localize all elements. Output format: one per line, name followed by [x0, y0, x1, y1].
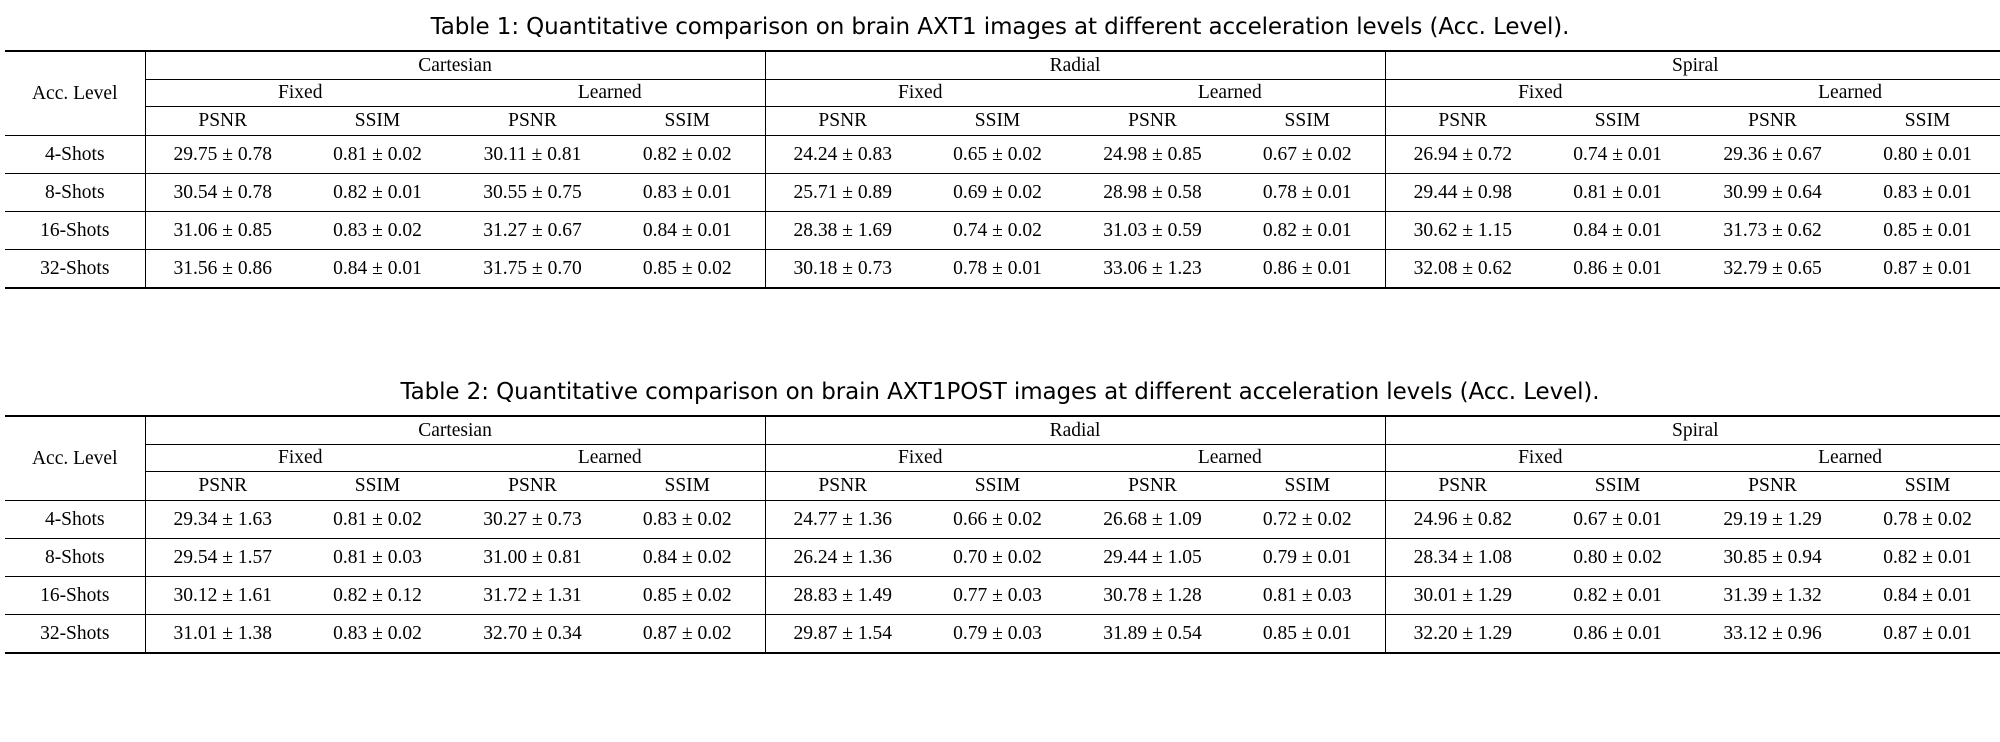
- data-cell: 28.38 ± 1.69: [765, 212, 920, 250]
- data-cell: 0.78 ± 0.01: [1230, 174, 1385, 212]
- data-cell: 0.87 ± 0.01: [1850, 250, 2000, 289]
- data-cell: 0.83 ± 0.01: [610, 174, 765, 212]
- data-cell: 30.18 ± 0.73: [765, 250, 920, 289]
- table-1-block: [5, 0, 1995, 289]
- data-cell: 0.81 ± 0.02: [300, 136, 455, 174]
- data-cell: 0.85 ± 0.01: [1230, 615, 1385, 654]
- data-cell: 29.87 ± 1.54: [765, 615, 920, 654]
- subgroup-header-fixed: Fixed: [1385, 80, 1695, 107]
- metric-header-ssim: SSIM: [664, 475, 711, 496]
- metric-header-ssim: SSIM: [974, 110, 1021, 131]
- data-cell: 30.27 ± 0.73: [455, 501, 610, 539]
- metric-header-ssim: SSIM: [1284, 110, 1331, 131]
- data-cell: 0.82 ± 0.12: [300, 577, 455, 615]
- data-cell: 0.82 ± 0.01: [300, 174, 455, 212]
- metric-header-psnr: PSNR: [145, 472, 300, 501]
- metric-header-psnr: PSNR: [1748, 475, 1797, 496]
- row-label: 16-Shots: [5, 212, 145, 250]
- data-cell: 0.79 ± 0.01: [1230, 539, 1385, 577]
- data-cell: 0.82 ± 0.02: [610, 136, 765, 174]
- data-cell: 28.83 ± 1.49: [765, 577, 920, 615]
- data-cell: 0.83 ± 0.02: [300, 615, 455, 654]
- row-label: 8-Shots: [5, 174, 145, 212]
- data-cell: 29.19 ± 1.29: [1695, 501, 1850, 539]
- corner-header-acc-level: Acc. Level: [5, 416, 145, 501]
- metric-header-psnr: PSNR: [765, 472, 920, 501]
- data-cell: 0.87 ± 0.01: [1850, 615, 2000, 654]
- data-cell: 32.08 ± 0.62: [1385, 250, 1540, 289]
- data-cell: 0.86 ± 0.01: [1540, 250, 1695, 289]
- data-cell: 0.84 ± 0.02: [610, 539, 765, 577]
- data-cell: 29.44 ± 0.98: [1385, 174, 1540, 212]
- data-cell: 31.00 ± 0.81: [455, 539, 610, 577]
- data-cell: 30.55 ± 0.75: [455, 174, 610, 212]
- data-cell: 0.83 ± 0.02: [610, 501, 765, 539]
- group-header-cartesian: Cartesian: [145, 416, 765, 445]
- group-header-radial: Radial: [765, 416, 1385, 445]
- data-cell: 29.44 ± 1.05: [1075, 539, 1230, 577]
- data-cell: 32.79 ± 0.65: [1695, 250, 1850, 289]
- table-row: [5, 51, 2000, 80]
- table-row: [5, 250, 2000, 289]
- data-cell: 31.56 ± 0.86: [145, 250, 300, 289]
- data-cell: 0.83 ± 0.02: [300, 212, 455, 250]
- data-cell: 0.82 ± 0.01: [1540, 577, 1695, 615]
- data-cell: 31.75 ± 0.70: [455, 250, 610, 289]
- row-label: 8-Shots: [5, 539, 145, 577]
- corner-header-acc-level: Acc. Level: [5, 51, 145, 136]
- data-cell: 30.85 ± 0.94: [1695, 539, 1850, 577]
- table-row: [5, 472, 2000, 501]
- subgroup-header-learned: Learned: [1695, 80, 2000, 107]
- table-row: [5, 501, 2000, 539]
- row-label: 16-Shots: [5, 577, 145, 615]
- group-header-spiral: Spiral: [1385, 416, 2000, 445]
- data-cell: 33.06 ± 1.23: [1075, 250, 1230, 289]
- data-cell: 0.72 ± 0.02: [1230, 501, 1385, 539]
- data-cell: 30.01 ± 1.29: [1385, 577, 1540, 615]
- table-row: [5, 445, 2000, 472]
- data-cell: 24.98 ± 0.85: [1075, 136, 1230, 174]
- data-cell: 0.74 ± 0.01: [1540, 136, 1695, 174]
- data-cell: 26.24 ± 1.36: [765, 539, 920, 577]
- data-cell: 0.67 ± 0.01: [1540, 501, 1695, 539]
- data-cell: 31.89 ± 0.54: [1075, 615, 1230, 654]
- subgroup-header-fixed: Fixed: [145, 445, 455, 472]
- metric-header-ssim: SSIM: [354, 475, 401, 496]
- data-cell: 0.74 ± 0.02: [920, 212, 1075, 250]
- data-cell: 28.34 ± 1.08: [1385, 539, 1540, 577]
- metric-header-ssim: SSIM: [1904, 110, 1951, 131]
- metric-header-psnr: PSNR: [1748, 110, 1797, 131]
- row-label: 4-Shots: [5, 136, 145, 174]
- data-cell: 0.78 ± 0.02: [1850, 501, 2000, 539]
- data-cell: 30.11 ± 0.81: [455, 136, 610, 174]
- data-cell: 0.81 ± 0.03: [300, 539, 455, 577]
- data-cell: 0.78 ± 0.01: [920, 250, 1075, 289]
- data-cell: 29.36 ± 0.67: [1695, 136, 1850, 174]
- data-cell: 0.86 ± 0.01: [1230, 250, 1385, 289]
- data-cell: 30.78 ± 1.28: [1075, 577, 1230, 615]
- table-row: [5, 539, 2000, 577]
- metric-header-psnr: PSNR: [765, 107, 920, 136]
- metric-header-ssim: SSIM: [1594, 110, 1641, 131]
- metric-header-psnr: PSNR: [1385, 107, 1540, 136]
- data-cell: 0.84 ± 0.01: [300, 250, 455, 289]
- subgroup-header-learned: Learned: [1075, 80, 1385, 107]
- metric-header-psnr: PSNR: [1128, 110, 1177, 131]
- data-cell: 0.82 ± 0.01: [1230, 212, 1385, 250]
- data-cell: 0.65 ± 0.02: [920, 136, 1075, 174]
- subgroup-header-learned: Learned: [455, 80, 765, 107]
- data-cell: 0.81 ± 0.01: [1540, 174, 1695, 212]
- data-cell: 31.73 ± 0.62: [1695, 212, 1850, 250]
- data-cell: 0.77 ± 0.03: [920, 577, 1075, 615]
- data-cell: 0.81 ± 0.02: [300, 501, 455, 539]
- metric-header-ssim: SSIM: [974, 475, 1021, 496]
- data-cell: 25.71 ± 0.89: [765, 174, 920, 212]
- table-row: [5, 174, 2000, 212]
- group-header-spiral: Spiral: [1385, 51, 2000, 80]
- group-header-radial: Radial: [765, 51, 1385, 80]
- data-cell: 26.94 ± 0.72: [1385, 136, 1540, 174]
- metric-header-psnr: PSNR: [1128, 475, 1177, 496]
- data-cell: 0.70 ± 0.02: [920, 539, 1075, 577]
- data-cell: 0.84 ± 0.01: [1850, 577, 2000, 615]
- data-cell: 0.86 ± 0.01: [1540, 615, 1695, 654]
- data-cell: 31.01 ± 1.38: [145, 615, 300, 654]
- table-row: [5, 212, 2000, 250]
- data-cell: 0.66 ± 0.02: [920, 501, 1075, 539]
- table-row: [5, 416, 2000, 445]
- data-cell: 29.54 ± 1.57: [145, 539, 300, 577]
- table-row: [5, 136, 2000, 174]
- table-row: [5, 80, 2000, 107]
- subgroup-header-fixed: Fixed: [145, 80, 455, 107]
- data-cell: 33.12 ± 0.96: [1695, 615, 1850, 654]
- data-cell: 30.54 ± 0.78: [145, 174, 300, 212]
- data-cell: 32.70 ± 0.34: [455, 615, 610, 654]
- data-cell: 31.72 ± 1.31: [455, 577, 610, 615]
- data-cell: 29.34 ± 1.63: [145, 501, 300, 539]
- subgroup-header-learned: Learned: [1695, 445, 2000, 472]
- data-cell: 31.27 ± 0.67: [455, 212, 610, 250]
- metric-header-ssim: SSIM: [664, 110, 711, 131]
- data-cell: 24.77 ± 1.36: [765, 501, 920, 539]
- data-cell: 0.81 ± 0.03: [1230, 577, 1385, 615]
- data-cell: 0.85 ± 0.02: [610, 250, 765, 289]
- metric-header-psnr: PSNR: [508, 110, 557, 131]
- data-cell: 29.75 ± 0.78: [145, 136, 300, 174]
- table-row: [5, 107, 2000, 136]
- metric-header-ssim: SSIM: [354, 110, 401, 131]
- table-1: [5, 50, 2000, 289]
- table-2-caption: Table 2: Quantitative comparison on brain AXT1POST images at different acceleration levels (Acc. Level).: [400, 379, 1600, 405]
- data-cell: 0.80 ± 0.01: [1850, 136, 2000, 174]
- data-cell: 24.24 ± 0.83: [765, 136, 920, 174]
- subgroup-header-fixed: Fixed: [765, 80, 1075, 107]
- metric-header-psnr: PSNR: [508, 475, 557, 496]
- data-cell: 26.68 ± 1.09: [1075, 501, 1230, 539]
- data-cell: 30.99 ± 0.64: [1695, 174, 1850, 212]
- data-cell: 0.84 ± 0.01: [610, 212, 765, 250]
- table-2-block: [5, 351, 1995, 654]
- data-cell: 0.67 ± 0.02: [1230, 136, 1385, 174]
- subgroup-header-fixed: Fixed: [765, 445, 1075, 472]
- data-cell: 31.03 ± 0.59: [1075, 212, 1230, 250]
- data-cell: 28.98 ± 0.58: [1075, 174, 1230, 212]
- data-cell: 30.12 ± 1.61: [145, 577, 300, 615]
- data-cell: 24.96 ± 0.82: [1385, 501, 1540, 539]
- group-header-cartesian: Cartesian: [145, 51, 765, 80]
- data-cell: 0.79 ± 0.03: [920, 615, 1075, 654]
- table-row: [5, 577, 2000, 615]
- metric-header-ssim: SSIM: [1284, 475, 1331, 496]
- subgroup-header-fixed: Fixed: [1385, 445, 1695, 472]
- data-cell: 31.06 ± 0.85: [145, 212, 300, 250]
- metric-header-ssim: SSIM: [1594, 475, 1641, 496]
- data-cell: 0.85 ± 0.02: [610, 577, 765, 615]
- metric-header-ssim: SSIM: [1904, 475, 1951, 496]
- data-cell: 0.83 ± 0.01: [1850, 174, 2000, 212]
- row-label: 32-Shots: [5, 250, 145, 289]
- table-2: [5, 415, 2000, 654]
- section-spacer: [0, 289, 2000, 351]
- data-cell: 0.87 ± 0.02: [610, 615, 765, 654]
- data-cell: 0.69 ± 0.02: [920, 174, 1075, 212]
- table-1-caption: Table 1: Quantitative comparison on brain AXT1 images at different acceleration levels (Acc. Level).: [430, 14, 1570, 40]
- row-label: 32-Shots: [5, 615, 145, 654]
- data-cell: 0.85 ± 0.01: [1850, 212, 2000, 250]
- subgroup-header-learned: Learned: [455, 445, 765, 472]
- table-row: [5, 615, 2000, 654]
- data-cell: 32.20 ± 1.29: [1385, 615, 1540, 654]
- subgroup-header-learned: Learned: [1075, 445, 1385, 472]
- data-cell: 0.84 ± 0.01: [1540, 212, 1695, 250]
- metric-header-psnr: PSNR: [145, 107, 300, 136]
- metric-header-psnr: PSNR: [1385, 472, 1540, 501]
- data-cell: 30.62 ± 1.15: [1385, 212, 1540, 250]
- data-cell: 0.80 ± 0.02: [1540, 539, 1695, 577]
- data-cell: 31.39 ± 1.32: [1695, 577, 1850, 615]
- row-label: 4-Shots: [5, 501, 145, 539]
- data-cell: 0.82 ± 0.01: [1850, 539, 2000, 577]
